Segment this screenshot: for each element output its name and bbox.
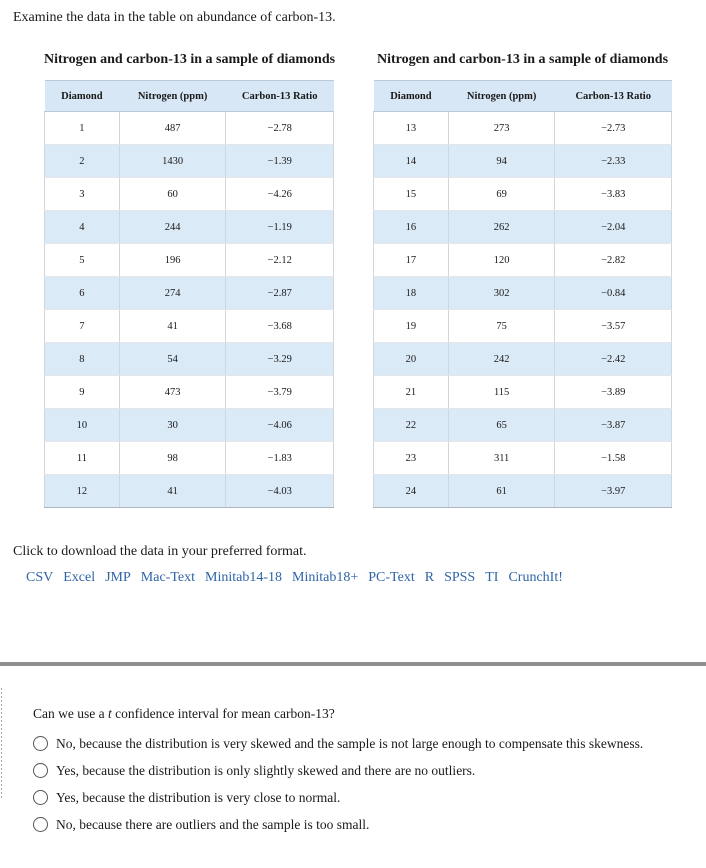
- answer-options: [33, 730, 643, 838]
- header-ratio: Carbon-13 Ratio: [555, 81, 672, 112]
- ratio-cell: −3.97: [555, 475, 672, 508]
- answer-option-label: No, because there are outliers and the sample is too small.: [56, 816, 370, 832]
- table-row: [45, 310, 334, 343]
- diamond-cell: 4: [45, 211, 120, 244]
- download-links: [26, 570, 573, 586]
- table-row: [374, 475, 672, 508]
- diamond-cell: 23: [374, 442, 449, 475]
- ratio-cell: −3.79: [226, 376, 334, 409]
- ratio-cell: −2.87: [226, 277, 334, 310]
- diamond-cell: 12: [45, 475, 120, 508]
- ratio-cell: −3.83: [555, 178, 672, 211]
- diamond-cell: 21: [374, 376, 449, 409]
- ratio-cell: −1.83: [226, 442, 334, 475]
- header-nitrogen: Nitrogen (ppm): [119, 81, 226, 112]
- nitrogen-cell: 61: [448, 475, 555, 508]
- ratio-cell: −2.82: [555, 244, 672, 277]
- section-divider: [0, 662, 706, 666]
- diamond-cell: 24: [374, 475, 449, 508]
- header-diamond: Diamond: [374, 81, 449, 112]
- nitrogen-cell: 244: [119, 211, 226, 244]
- nitrogen-cell: 94: [448, 145, 555, 178]
- table-row: [374, 211, 672, 244]
- diamond-cell: 3: [45, 178, 120, 211]
- table-row: [374, 277, 672, 310]
- nitrogen-cell: 30: [119, 409, 226, 442]
- ratio-cell: −2.73: [555, 112, 672, 145]
- ratio-cell: −4.26: [226, 178, 334, 211]
- nitrogen-cell: 302: [448, 277, 555, 310]
- ratio-cell: −1.58: [555, 442, 672, 475]
- download-label: Click to download the data in your preferred format.: [13, 544, 307, 559]
- ratio-cell: −3.29: [226, 343, 334, 376]
- answer-option-4[interactable]: [33, 811, 643, 838]
- diamond-cell: 11: [45, 442, 120, 475]
- answer-option-2[interactable]: [33, 757, 643, 784]
- diamond-cell: 16: [374, 211, 449, 244]
- answer-option-label: No, because the distribution is very skewed and the sample is not large enough to compensate this skewness.: [56, 735, 644, 751]
- diamond-cell: 10: [45, 409, 120, 442]
- table-row: [45, 376, 334, 409]
- download-link-r[interactable]: R: [424, 570, 435, 585]
- download-link-csv[interactable]: CSV: [26, 570, 54, 585]
- left-table-block: [44, 52, 335, 508]
- left-table-title: Nitrogen and carbon-13 in a sample of diamonds: [44, 52, 336, 67]
- nitrogen-cell: 1430: [119, 145, 226, 178]
- download-link-pc-text[interactable]: PC-Text: [368, 570, 415, 585]
- diamond-cell: 13: [374, 112, 449, 145]
- intro-text: Examine the data in the table on abundance of carbon-13.: [13, 10, 336, 25]
- table-row: [374, 310, 672, 343]
- right-data-table: [373, 80, 672, 508]
- nitrogen-cell: 262: [448, 211, 555, 244]
- diamond-cell: 14: [374, 145, 449, 178]
- table-row: [45, 343, 334, 376]
- download-link-minitab18[interactable]: Minitab18+: [292, 570, 359, 585]
- table-row: [45, 145, 334, 178]
- table-row: [374, 376, 672, 409]
- radio-button[interactable]: [33, 736, 48, 751]
- diamond-cell: 2: [45, 145, 120, 178]
- ratio-cell: −3.89: [555, 376, 672, 409]
- ratio-cell: −2.78: [226, 112, 334, 145]
- nitrogen-cell: 115: [448, 376, 555, 409]
- ratio-cell: −0.84: [555, 277, 672, 310]
- nitrogen-cell: 98: [119, 442, 226, 475]
- download-link-excel[interactable]: Excel: [63, 570, 96, 585]
- diamond-cell: 18: [374, 277, 449, 310]
- answer-option-label: Yes, because the distribution is very close to normal.: [56, 789, 341, 805]
- radio-button[interactable]: [33, 790, 48, 805]
- question-italic: t: [107, 706, 112, 721]
- question-suffix: confidence interval for mean carbon-13?: [111, 706, 335, 721]
- header-ratio: Carbon-13 Ratio: [226, 81, 334, 112]
- nitrogen-cell: 54: [119, 343, 226, 376]
- nitrogen-cell: 273: [448, 112, 555, 145]
- diamond-cell: 1: [45, 112, 120, 145]
- nitrogen-cell: 120: [448, 244, 555, 277]
- answer-option-label: Yes, because the distribution is only slightly skewed and there are no outliers.: [56, 762, 476, 778]
- ratio-cell: −2.12: [226, 244, 334, 277]
- table-row: [374, 409, 672, 442]
- ratio-cell: −1.19: [226, 211, 334, 244]
- table-row: [374, 178, 672, 211]
- nitrogen-cell: 196: [119, 244, 226, 277]
- diamond-cell: 9: [45, 376, 120, 409]
- table-row: [374, 145, 672, 178]
- table-row: [45, 112, 334, 145]
- diamond-cell: 7: [45, 310, 120, 343]
- ratio-cell: −3.87: [555, 409, 672, 442]
- table-row: [374, 112, 672, 145]
- diamond-cell: 19: [374, 310, 449, 343]
- ratio-cell: −4.06: [226, 409, 334, 442]
- answer-option-3[interactable]: [33, 784, 643, 811]
- diamond-cell: 22: [374, 409, 449, 442]
- ratio-cell: −1.39: [226, 145, 334, 178]
- nitrogen-cell: 41: [119, 475, 226, 508]
- diamond-cell: 5: [45, 244, 120, 277]
- diamond-cell: 6: [45, 277, 120, 310]
- ratio-cell: −4.03: [226, 475, 334, 508]
- table-row: [45, 178, 334, 211]
- header-nitrogen: Nitrogen (ppm): [448, 81, 555, 112]
- table-row: [45, 442, 334, 475]
- nitrogen-cell: 274: [119, 277, 226, 310]
- table-row: [374, 244, 672, 277]
- right-table-block: [373, 52, 672, 508]
- diamond-cell: 15: [374, 178, 449, 211]
- download-link-minitab14-18[interactable]: Minitab14-18: [205, 570, 283, 585]
- ratio-cell: −3.57: [555, 310, 672, 343]
- right-table-title: Nitrogen and carbon-13 in a sample of diamonds: [376, 52, 669, 67]
- table-row: [45, 409, 334, 442]
- table-row: [374, 343, 672, 376]
- download-link-ti[interactable]: TI: [485, 570, 499, 585]
- question-prefix: Can we use a: [33, 706, 108, 721]
- download-link-mac-text[interactable]: Mac-Text: [140, 570, 196, 585]
- question-text: [33, 706, 335, 722]
- nitrogen-cell: 311: [448, 442, 555, 475]
- edge-scrollbar: [0, 688, 3, 798]
- radio-button[interactable]: [33, 817, 48, 832]
- nitrogen-cell: 60: [119, 178, 226, 211]
- nitrogen-cell: 41: [119, 310, 226, 343]
- nitrogen-cell: 473: [119, 376, 226, 409]
- header-diamond: Diamond: [45, 81, 120, 112]
- nitrogen-cell: 487: [119, 112, 226, 145]
- table-row: [45, 244, 334, 277]
- table-row: [45, 475, 334, 508]
- ratio-cell: −2.04: [555, 211, 672, 244]
- nitrogen-cell: 75: [448, 310, 555, 343]
- nitrogen-cell: 242: [448, 343, 555, 376]
- download-link-crunchit[interactable]: CrunchIt!: [508, 570, 563, 585]
- download-link-jmp[interactable]: JMP: [105, 570, 131, 585]
- nitrogen-cell: 65: [448, 409, 555, 442]
- diamond-cell: 20: [374, 343, 449, 376]
- radio-button[interactable]: [33, 763, 48, 778]
- table-row: [45, 211, 334, 244]
- nitrogen-cell: 69: [448, 178, 555, 211]
- ratio-cell: −3.68: [226, 310, 334, 343]
- ratio-cell: −2.33: [555, 145, 672, 178]
- table-row: [45, 277, 334, 310]
- table-row: [374, 442, 672, 475]
- ratio-cell: −2.42: [555, 343, 672, 376]
- diamond-cell: 17: [374, 244, 449, 277]
- answer-option-1[interactable]: [33, 730, 643, 757]
- download-link-spss[interactable]: SPSS: [444, 570, 476, 585]
- diamond-cell: 8: [45, 343, 120, 376]
- left-data-table: [44, 80, 334, 508]
